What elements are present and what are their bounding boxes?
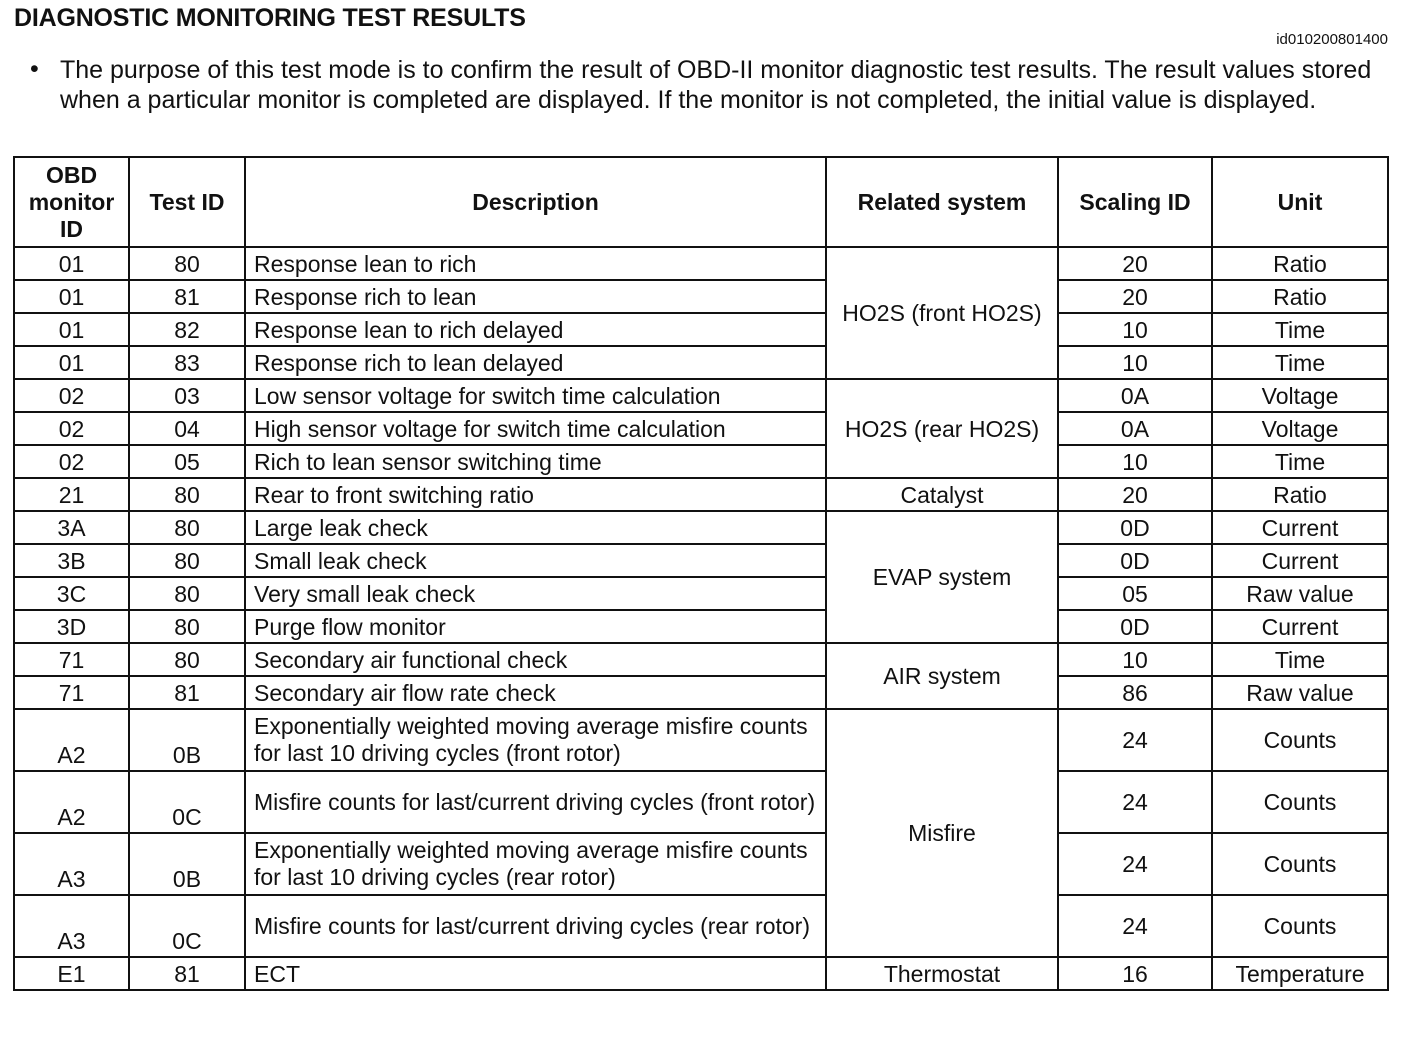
unit-cell: Time [1212, 445, 1388, 478]
description-cell: Misfire counts for last/current driving cycles (front rotor) [245, 771, 826, 833]
intro-paragraph [30, 55, 1390, 115]
unit-cell: Counts [1212, 895, 1388, 957]
monitor-id-cell: 3D [14, 610, 129, 643]
table-row [14, 445, 1388, 478]
monitor-id-cell: 3A [14, 511, 129, 544]
description-cell: Secondary air flow rate check [245, 676, 826, 709]
monitor-id-cell: 01 [14, 247, 129, 280]
scaling-id-cell: 24 [1058, 709, 1212, 771]
scaling-id-cell: 10 [1058, 445, 1212, 478]
monitor-id-cell: 02 [14, 445, 129, 478]
monitor-id-cell: A2 [14, 771, 129, 833]
monitor-id-cell: 01 [14, 346, 129, 379]
monitor-id-cell: 71 [14, 676, 129, 709]
header-test-id: Test ID [129, 157, 245, 247]
page-title: DIAGNOSTIC MONITORING TEST RESULTS [14, 4, 526, 32]
scaling-id-cell: 10 [1058, 643, 1212, 676]
unit-cell: Time [1212, 346, 1388, 379]
description-cell: Rear to front switching ratio [245, 478, 826, 511]
test-id-cell: 81 [129, 957, 245, 990]
monitor-id-cell: 01 [14, 313, 129, 346]
monitor-id-cell: A3 [14, 895, 129, 957]
monitor-id-cell: 21 [14, 478, 129, 511]
monitor-id-cell: 02 [14, 379, 129, 412]
related-system-cell: HO2S (rear HO2S) [826, 379, 1058, 478]
scaling-id-cell: 0D [1058, 610, 1212, 643]
test-id-cell: 0B [129, 833, 245, 895]
table-row [14, 313, 1388, 346]
test-id-cell: 83 [129, 346, 245, 379]
table-row [14, 511, 1388, 544]
unit-cell: Counts [1212, 709, 1388, 771]
unit-cell: Raw value [1212, 577, 1388, 610]
test-id-cell: 80 [129, 577, 245, 610]
test-id-cell: 03 [129, 379, 245, 412]
table-row [14, 610, 1388, 643]
table-row [14, 346, 1388, 379]
monitor-id-cell: 01 [14, 280, 129, 313]
table-row [14, 379, 1388, 412]
unit-cell: Ratio [1212, 478, 1388, 511]
unit-cell: Voltage [1212, 412, 1388, 445]
test-id-cell: 0C [129, 771, 245, 833]
description-cell: Small leak check [245, 544, 826, 577]
description-cell: Large leak check [245, 511, 826, 544]
scaling-id-cell: 0D [1058, 511, 1212, 544]
scaling-id-cell: 20 [1058, 478, 1212, 511]
related-system-cell: Thermostat [826, 957, 1058, 990]
description-cell: Secondary air functional check [245, 643, 826, 676]
unit-cell: Counts [1212, 833, 1388, 895]
document-id: id010200801400 [1276, 31, 1388, 48]
scaling-id-cell: 05 [1058, 577, 1212, 610]
test-id-cell: 82 [129, 313, 245, 346]
monitor-id-cell: 3B [14, 544, 129, 577]
unit-cell: Ratio [1212, 247, 1388, 280]
description-cell: Response rich to lean delayed [245, 346, 826, 379]
unit-cell: Current [1212, 511, 1388, 544]
table-row [14, 833, 1388, 895]
scaling-id-cell: 10 [1058, 346, 1212, 379]
monitor-id-cell: A2 [14, 709, 129, 771]
table-row [14, 412, 1388, 445]
test-id-cell: 80 [129, 511, 245, 544]
test-id-cell: 80 [129, 643, 245, 676]
scaling-id-cell: 24 [1058, 771, 1212, 833]
table-row [14, 478, 1388, 511]
scaling-id-cell: 86 [1058, 676, 1212, 709]
unit-cell: Time [1212, 643, 1388, 676]
description-cell: ECT [245, 957, 826, 990]
unit-cell: Voltage [1212, 379, 1388, 412]
unit-cell: Time [1212, 313, 1388, 346]
scaling-id-cell: 20 [1058, 280, 1212, 313]
results-table [13, 156, 1389, 991]
related-system-cell: EVAP system [826, 511, 1058, 643]
description-cell: Very small leak check [245, 577, 826, 610]
unit-cell: Ratio [1212, 280, 1388, 313]
table-row [14, 247, 1388, 280]
test-id-cell: 0C [129, 895, 245, 957]
unit-cell: Counts [1212, 771, 1388, 833]
table-row [14, 957, 1388, 990]
intro-text: The purpose of this test mode is to confirm the result of OBD-II monitor diagnostic test results. The result values stored when a particular monitor is completed are displayed. If the monitor is not completed, the initial value is displayed. [60, 56, 1372, 114]
table-row [14, 280, 1388, 313]
unit-cell: Temperature [1212, 957, 1388, 990]
unit-cell: Current [1212, 544, 1388, 577]
scaling-id-cell: 10 [1058, 313, 1212, 346]
monitor-id-cell: 3C [14, 577, 129, 610]
test-id-cell: 80 [129, 544, 245, 577]
monitor-id-cell: E1 [14, 957, 129, 990]
table-row [14, 771, 1388, 833]
description-cell: Exponentially weighted moving average misfire counts for last 10 driving cycles (front rotor) [245, 709, 826, 771]
description-cell: High sensor voltage for switch time calculation [245, 412, 826, 445]
description-cell: Misfire counts for last/current driving cycles (rear rotor) [245, 895, 826, 957]
related-system-cell: Misfire [826, 709, 1058, 957]
scaling-id-cell: 0D [1058, 544, 1212, 577]
description-cell: Rich to lean sensor switching time [245, 445, 826, 478]
description-cell: Response rich to lean [245, 280, 826, 313]
table-header-row [14, 157, 1388, 247]
description-cell: Response lean to rich [245, 247, 826, 280]
scaling-id-cell: 24 [1058, 895, 1212, 957]
unit-cell: Current [1212, 610, 1388, 643]
description-cell: Purge flow monitor [245, 610, 826, 643]
related-system-cell: AIR system [826, 643, 1058, 709]
test-id-cell: 80 [129, 247, 245, 280]
header-monitor-id: OBD monitor ID [14, 157, 129, 247]
header-scaling-id: Scaling ID [1058, 157, 1212, 247]
related-system-cell: Catalyst [826, 478, 1058, 511]
table-row [14, 643, 1388, 676]
table-row [14, 676, 1388, 709]
test-id-cell: 0B [129, 709, 245, 771]
table-row [14, 895, 1388, 957]
test-id-cell: 05 [129, 445, 245, 478]
test-id-cell: 04 [129, 412, 245, 445]
header-related-system: Related system [826, 157, 1058, 247]
description-cell: Response lean to rich delayed [245, 313, 826, 346]
header-unit: Unit [1212, 157, 1388, 247]
description-cell: Exponentially weighted moving average misfire counts for last 10 driving cycles (rear rotor) [245, 833, 826, 895]
table-row [14, 709, 1388, 771]
monitor-id-cell: 02 [14, 412, 129, 445]
unit-cell: Raw value [1212, 676, 1388, 709]
header-description: Description [245, 157, 826, 247]
scaling-id-cell: 0A [1058, 412, 1212, 445]
test-id-cell: 81 [129, 676, 245, 709]
scaling-id-cell: 0A [1058, 379, 1212, 412]
monitor-id-cell: A3 [14, 833, 129, 895]
scaling-id-cell: 20 [1058, 247, 1212, 280]
description-cell: Low sensor voltage for switch time calculation [245, 379, 826, 412]
scaling-id-cell: 16 [1058, 957, 1212, 990]
test-id-cell: 80 [129, 478, 245, 511]
monitor-id-cell: 71 [14, 643, 129, 676]
bullet-icon: • [30, 55, 39, 83]
table-row [14, 577, 1388, 610]
test-id-cell: 81 [129, 280, 245, 313]
scaling-id-cell: 24 [1058, 833, 1212, 895]
test-id-cell: 80 [129, 610, 245, 643]
table-row [14, 544, 1388, 577]
related-system-cell: HO2S (front HO2S) [826, 247, 1058, 379]
